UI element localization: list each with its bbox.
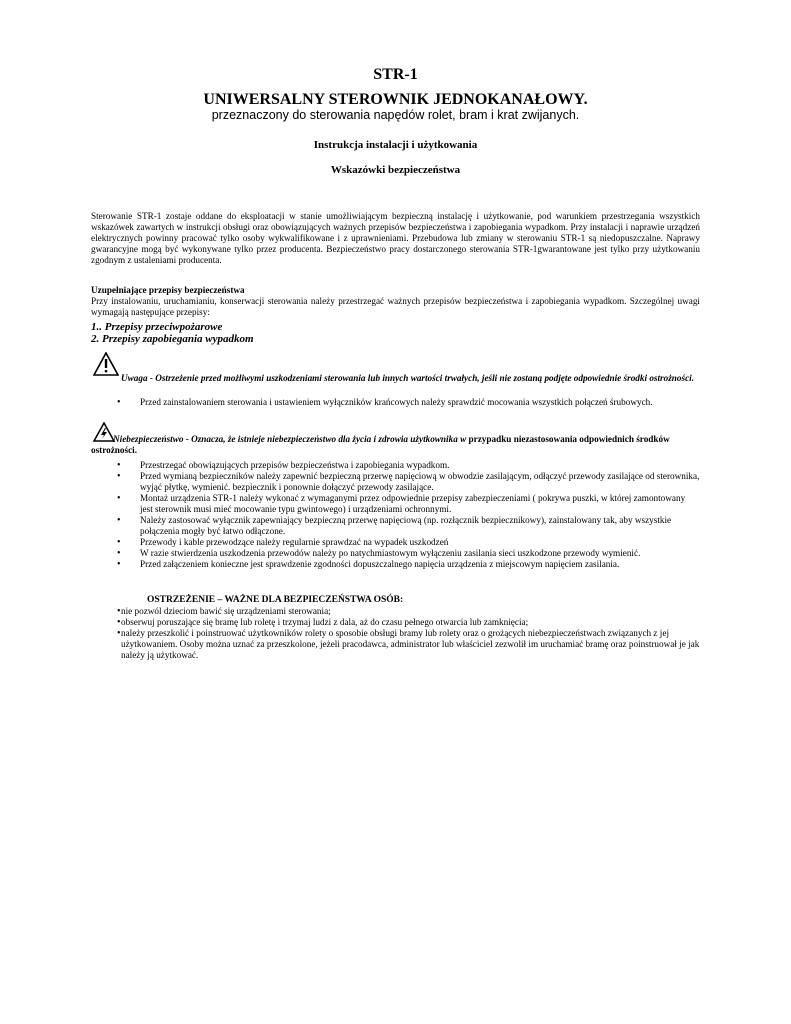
model-title: STR-1: [373, 66, 418, 83]
list-item: • Przewody i kable przewodzące należy regularnie sprawdzać na wypadek uszkodzeń: [91, 537, 700, 548]
danger-description: Niebezpieczeństwo - Oznacza, że istnieje niebezpieczeństwo dla życia i zdrowia użytkownika w: [113, 434, 467, 444]
list-item: • Należy zastosować wyłącznik zapewniający bezpieczną przerwę napięciową (np. rozłącznik bezpiecznikowy), zainstalowany tak, aby wszystkie połączenia mogły być łatwo odłączone.: [91, 515, 700, 537]
supplement-body: Przy instalowaniu, uruchamianiu, konserwacji sterowania należy przestrzegać ważnych przepisów bezpieczeństwa i zapobiegania wypadkom. Szczególnej uwagi wymagają następujące przepisy:: [91, 296, 700, 317]
list-item: • W razie stwierdzenia uszkodzenia przewodów należy po natychmiastowym wyłączeniu zasilania sieci uszkodzone przewody wymienić.: [91, 548, 700, 559]
list-item: • Przed załączeniem konieczne jest sprawdzenie zgodności dopuszczalnego napięcia urządzenia z miejscowym napięciem zasilania.: [91, 559, 700, 570]
list-item: • obserwuj poruszające się bramę lub roletę i trzymaj ludzi z dala, aż do czasu pełnego otwarcia lub zamknięcia;: [91, 617, 700, 628]
warning-heading: OSTRZEŻENIE – WAŻNE DLA BEZPIECZEŃSTWA OSÓB:: [147, 595, 404, 605]
document-title: UNIWERSALNY STEROWNIK JEDNOKANAŁOWY.: [203, 91, 588, 108]
caution-description: Uwaga - Ostrzeżenie przed możliwymi uszkodzeniami sterowania lub innych wartości trwałych, jeśli nie zostaną podjęte odpowiednie środki ostrożności.: [121, 373, 694, 383]
intro-paragraph: Sterowanie STR-1 zostaje oddane do eksploatacji w stanie umożliwiającym bezpieczną instalację i użytkowanie, pod warunkiem przestrzegania wszystkich wskazówek zawartych w instrukcji obsługi oraz obowiązujących ważnych przepisów bezpieczeństwa i zapobiegania wypadkom. Przy instalacji i naprawie urządzeń elektrycznych powinny pracować tylko osoby wykwalifikowane i z uprawnieniami. Przebudowa lub zmiany w sterowaniu STR-1 są niedopuszczalne. Naprawy gwarancyjne mogą być wykonywane tylko przez producenta. Bezpieczeństwo pracy dostarczonego sterowania STR-1gwarantowane jest tylko przy użytkowaniu zgodnym z ustaleniami producenta.: [91, 211, 700, 265]
list-item: • Przed zainstalowaniem sterowania i ustawieniem wyłączników krańcowych należy sprawdzić mocowania wszystkich połączeń śrubowych.: [91, 397, 700, 408]
document-subtitle: przeznaczony do sterowania napędów rolet, bram i krat zwijanych.: [211, 108, 580, 122]
danger-text: [91, 434, 700, 456]
caution-list: [91, 397, 700, 408]
rule-fire: 1.. Przepisy przeciwpożarowe: [91, 321, 223, 333]
supplement-heading: Uzupełniające przepisy bezpieczeństwa: [91, 285, 245, 295]
rule-accident: 2. Przepisy zapobiegania wypadkom: [91, 333, 254, 345]
list-item: • Przestrzegać obowiązujących przepisów bezpieczeństwa i zapobiegania wypadkom.: [91, 460, 700, 471]
list-item: • należy przeszkolić i poinstruować użytkowników rolety o sposobie obsługi bramy lub rolety oraz o grożących niebezpieczeństwach związanych z jej użytkowaniem. Osoby można uznać za przeszkolone, jeżeli pracodawca, administrator lub właściciel zezwolił im uruchamiać bramę oraz poinstruował je jak należy ją użytkować.: [91, 628, 700, 661]
danger-list: [91, 460, 700, 570]
list-item: • nie pozwól dzieciom bawić się urządzeniami sterowania;: [91, 606, 700, 617]
safety-heading: Wskazówki bezpieczeństwa: [330, 164, 461, 176]
list-item: • Montaż urządzenia STR-1 należy wykonać z wymaganymi przez odpowiednie przepisy zabezpieczeniami ( pokrywa puszki, w której zamontowany jest sterownik musi mieć mocowanie typu gwintowego) i urządzeniami ochronnymi.: [91, 493, 700, 515]
danger-description-end: przypadku niezastosowania odpowiednich środków ostrożności.: [91, 434, 670, 455]
caution-text: [91, 373, 700, 384]
manual-heading: Instrukcja instalacji i użytkowania: [313, 139, 478, 151]
warning-list: [91, 606, 700, 661]
list-item: • Przed wymianą bezpieczników należy zapewnić bezpieczną przerwę napięciową w obwodzie zasilającym, odłączyć przewody zasilające od sterownika, wyjąć płytkę, wymienić. bezpiecznik i ponownie dołączyć przewody zasilające.: [91, 471, 700, 493]
